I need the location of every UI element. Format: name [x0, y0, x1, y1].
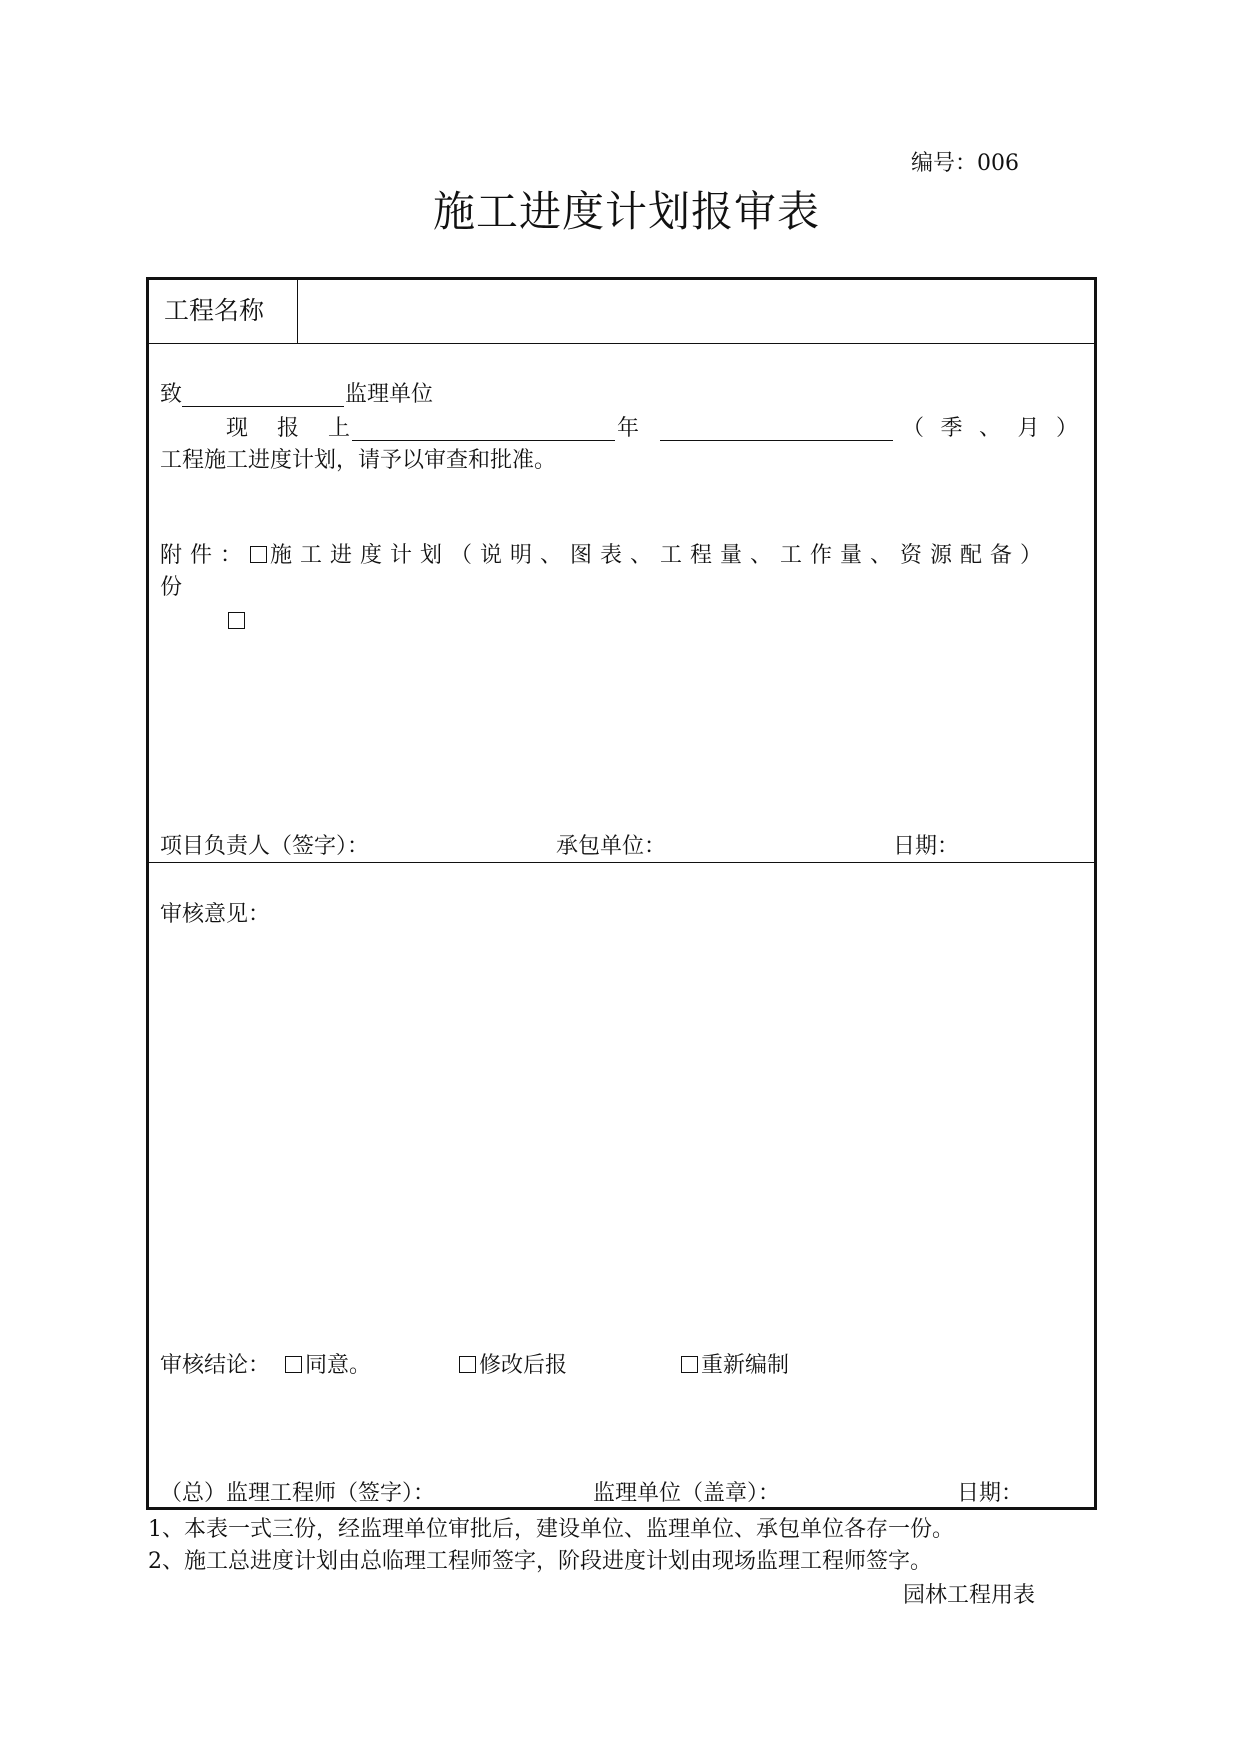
review-conclusion-label: 审核结论：	[160, 1353, 271, 1378]
review-opinion-input[interactable]	[160, 936, 1084, 1340]
attachment-copies-unit: 份	[160, 575, 183, 600]
attachment-checkbox-2[interactable]	[228, 612, 245, 629]
season-month: （ 季 、 月 ）	[902, 416, 1078, 441]
note-2: 2、施工总进度计划由总临理工程师签字，阶段进度计划由现场监理工程师签字。	[148, 1549, 932, 1574]
supervisor-stamp-label: 监理单位（盖章）：	[593, 1481, 781, 1506]
attachment-item: 施工进度计划（说明、图表、工程量、工作量、资源配备）	[270, 543, 1051, 568]
review-date-label: 日期：	[957, 1481, 1024, 1506]
divider	[146, 343, 1097, 344]
note-1: 1、本表一式三份，经监理单位审批后，建设单位、监理单位、承包单位各存一份。	[148, 1517, 954, 1542]
option-agree: 同意。	[285, 1353, 371, 1379]
report-lead: 现 报 上	[226, 416, 361, 441]
agree-checkbox[interactable]	[285, 1356, 302, 1373]
period-blank[interactable]	[660, 440, 893, 441]
engineer-signature-label: （总）监理工程师（签字）：	[160, 1481, 436, 1506]
contractor-label: 承包单位：	[556, 834, 667, 859]
submission-date-label: 日期：	[893, 834, 960, 859]
redo-checkbox[interactable]	[681, 1356, 698, 1373]
option-revise: 修改后报	[459, 1353, 567, 1379]
request-line: 工程施工进度计划，请予以审查和批准。	[160, 448, 557, 473]
page-title: 施工进度计划报审表	[432, 187, 820, 236]
attachment-line	[160, 543, 1050, 569]
supervisor-unit-blank[interactable]	[182, 406, 344, 407]
project-name-label: 工程名称	[164, 296, 265, 325]
divider	[297, 277, 298, 344]
footer-label: 园林工程用表	[903, 1583, 1036, 1608]
divider	[146, 862, 1097, 863]
to-suffix: 监理单位	[345, 382, 434, 407]
revise-checkbox[interactable]	[459, 1356, 476, 1373]
year-blank[interactable]	[352, 440, 615, 441]
year-label: 年	[617, 416, 640, 441]
attachment-checkbox[interactable]	[250, 546, 267, 563]
form-number: 编号：006	[911, 151, 1019, 176]
review-opinion-label: 审核意见：	[160, 902, 271, 927]
responsible-signature-label: 项目负责人（签字）：	[160, 834, 370, 859]
attachment-label: 附件：	[160, 543, 251, 568]
to-prefix: 致	[160, 382, 183, 407]
project-name-input[interactable]	[305, 289, 1101, 333]
option-redo: 重新编制	[681, 1353, 789, 1379]
